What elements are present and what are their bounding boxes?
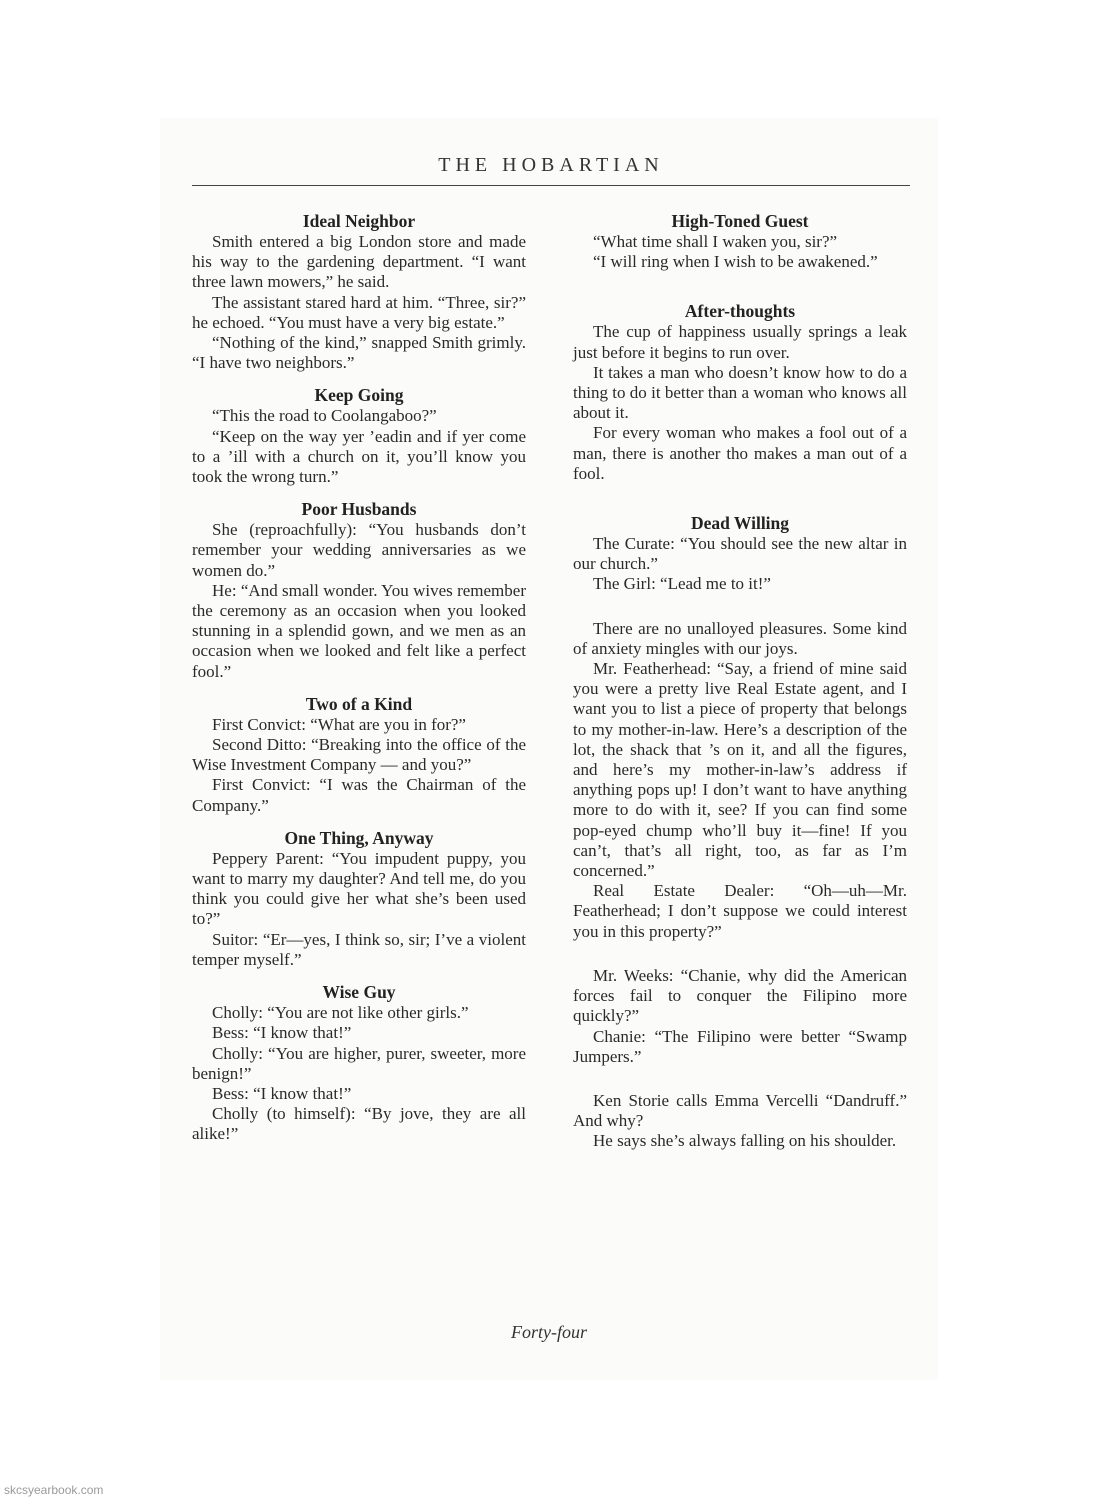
story-ideal-neighbor	[192, 210, 526, 373]
story-featherhead	[573, 619, 907, 942]
story-title: Ideal Neighbor	[302, 211, 416, 231]
header-rule	[192, 185, 910, 186]
story-paragraph: Cholly: “You are not like other girls.”	[212, 1003, 469, 1023]
story-paragraph: Second Ditto: “Breaking into the office of the Wise Investment Company — and you?”	[192, 735, 526, 775]
page-number: Forty-four	[511, 1322, 587, 1342]
story-paragraph: Suitor: “Er—yes, I think so, sir; I’ve a violent temper myself.”	[192, 929, 526, 969]
story-paragraph: The assistant stared hard at him. “Three, sir?” he echoed. “You must have a very big estate.”	[192, 292, 526, 332]
story-paragraph: Chanie: “The Filipino were better “Swamp Jumpers.”	[573, 1026, 907, 1066]
story-paragraph: Cholly (to himself): “By jove, they are all alike!”	[192, 1104, 526, 1144]
story-paragraph: There are no unalloyed pleasures. Some kind of anxiety mingles with our joys.	[573, 618, 907, 658]
story-keep-going	[192, 384, 526, 487]
story-paragraph: “This the road to Coolangaboo?”	[212, 406, 437, 426]
story-paragraph: “Nothing of the kind,” snapped Smith grimly. “I have two neighbors.”	[192, 333, 526, 373]
story-paragraph: Smith entered a big London store and made his way to the gardening department. “I want three lawn mowers,” he said.	[192, 232, 526, 292]
left-column	[192, 210, 526, 1156]
story-paragraph: First Convict: “I was the Chairman of the Company.”	[192, 775, 526, 815]
story-after-thoughts	[573, 300, 907, 484]
running-head: THE HOBARTIAN	[438, 154, 664, 176]
story-two-of-a-kind	[192, 693, 526, 816]
story-paragraph: The Girl: “Lead me to it!”	[593, 574, 771, 594]
story-dead-willing	[573, 512, 907, 595]
story-paragraph: “What time shall I waken you, sir?”	[593, 232, 838, 251]
story-paragraph: Ken Storie calls Emma Vercelli “Dandruff.” And why?	[573, 1090, 907, 1131]
story-poor-husbands	[192, 498, 526, 682]
story-title: Keep Going	[314, 385, 404, 406]
story-paragraph: For every woman who makes a fool out of a man, there is another tho makes a man out of a fool.	[573, 423, 907, 483]
story-title: Two of a Kind	[305, 693, 413, 714]
story-title: High-Toned Guest	[671, 211, 809, 231]
story-paragraph: He: “And small wonder. You wives remember the ceremony as an occasion when you looked stunning in a splendid gown, and we men as an occasion when we looked and felt like a perfect fool.”	[192, 580, 526, 681]
story-title: One Thing, Anyway	[284, 827, 434, 848]
story-title: After-thoughts	[684, 301, 796, 322]
story-paragraph: Bess: “I know that!”	[212, 1023, 352, 1043]
story-paragraph: It takes a man who doesn’t know how to do a thing to do it better than a woman who knows all about it.	[573, 362, 907, 423]
story-one-thing-anyway	[192, 827, 526, 970]
story-paragraph: The Curate: “You should see the new altar in our church.”	[573, 534, 907, 574]
right-column	[573, 210, 907, 1180]
story-paragraph: Mr. Weeks: “Chanie, why did the American forces fail to conquer the Filipino more quickly?”	[573, 965, 907, 1026]
story-title: Poor Husbands	[301, 499, 417, 520]
story-paragraph: “I will ring when I wish to be awakened.”	[593, 252, 878, 272]
story-dandruff	[573, 1091, 907, 1152]
story-title: Dead Willing	[690, 513, 790, 534]
story-high-toned-guest	[573, 210, 907, 272]
story-paragraph: Bess: “I know that!”	[212, 1083, 352, 1103]
watermark-text: skcsyearbook.com	[4, 1483, 104, 1497]
story-wise-guy	[192, 981, 526, 1144]
story-swamp-jumpers	[573, 966, 907, 1067]
story-paragraph: He says she’s always falling on his shoulder.	[593, 1131, 897, 1151]
story-paragraph: Mr. Featherhead: “Say, a friend of mine said you were a pretty live Real Estate agent, and I want you to list a piece of property that belongs to my mother-in-law. Here’s a description of the lot, the shack that ’s on it, and all the figures, and here’s my mother-in-law’s address if anything pops up! I don’t want to have anything more to do with it, see? If you can find some pop-eyed chump who’ll buy it—fine! If you can’t, that’s all right, too, as far as I’m concerned.”	[573, 659, 907, 881]
story-paragraph: Peppery Parent: “You impudent puppy, you want to marry my daughter? And tell me, do you think you could give her what she’s been used to?”	[192, 848, 526, 929]
story-paragraph: The cup of happiness usually springs a leak just before it begins to run over.	[573, 322, 907, 362]
story-paragraph: Cholly: “You are higher, purer, sweeter, more benign!”	[192, 1043, 526, 1083]
story-paragraph: Real Estate Dealer: “Oh—uh—Mr. Featherhead; I don’t suppose we could interest you in this property?”	[573, 881, 907, 941]
story-title: Wise Guy	[322, 982, 396, 1003]
story-paragraph: “Keep on the way yer ’eadin and if yer come to a ’ill with a church on it, you’ll know you took the wrong turn.”	[192, 426, 526, 487]
story-paragraph: She (reproachfully): “You husbands don’t remember your wedding anniversaries as we women do.”	[192, 520, 526, 580]
story-paragraph: First Convict: “What are you in for?”	[212, 714, 466, 734]
